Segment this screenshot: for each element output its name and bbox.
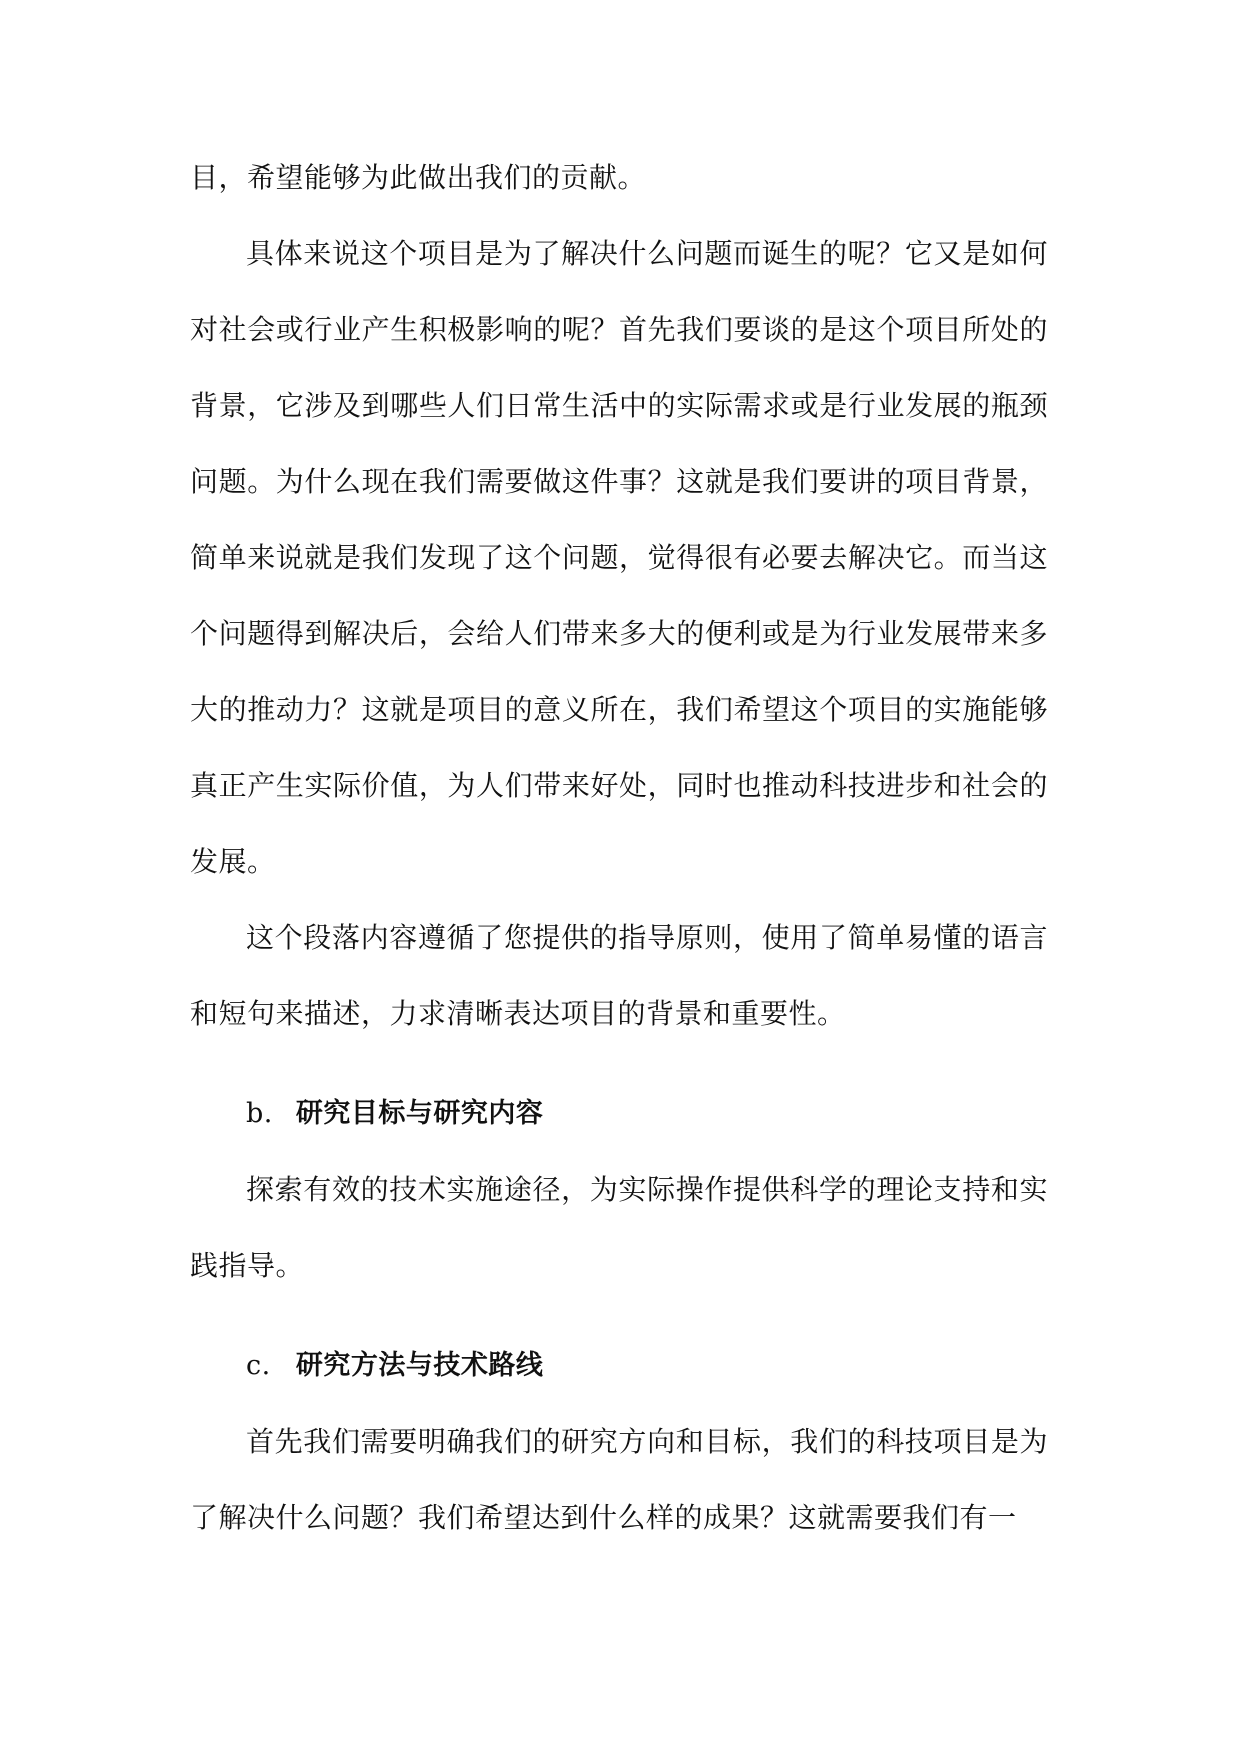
document-body <box>190 140 1048 1556</box>
section-heading-c <box>190 1328 1048 1404</box>
paragraph-continuation: 目，希望能够为此做出我们的贡献。 <box>190 161 647 194</box>
paragraph-research-methods: 首先我们需要明确我们的研究方向和目标，我们的科技项目是为了解决什么问题？我们希望达到什么样的成果？这就需要我们有一 <box>190 1425 1048 1534</box>
section-marker-b: b. <box>246 1098 273 1129</box>
section-marker-c: c. <box>246 1350 271 1381</box>
paragraph-project-background: 具体来说这个项目是为了解决什么问题而诞生的呢？它又是如何对社会或行业产生积极影响的呢？首先我们要谈的是这个项目所处的背景，它涉及到哪些人们日常生活中的实际需求或是行业发展的瓶颈问题。为什么现在我们需要做这件事？这就是我们要讲的项目背景，简单来说就是我们发现了这个问题，觉得很有必要去解决它。而当这个问题得到解决后，会给人们带来多大的便利或是为行业发展带来多大的推动力？这就是项目的意义所在，我们希望这个项目的实施能够真正产生实际价值，为人们带来好处，同时也推动科技进步和社会的发展。 <box>190 237 1048 878</box>
section-title-c: 研究方法与技术路线 <box>295 1350 544 1381</box>
section-heading-b <box>190 1076 1048 1152</box>
paragraph-research-goals: 探索有效的技术实施途径，为实际操作提供科学的理论支持和实践指导。 <box>190 1173 1048 1282</box>
paragraph-summary-note: 这个段落内容遵循了您提供的指导原则，使用了简单易懂的语言和短句来描述，力求清晰表达项目的背景和重要性。 <box>190 921 1048 1030</box>
section-title-b: 研究目标与研究内容 <box>295 1098 544 1129</box>
